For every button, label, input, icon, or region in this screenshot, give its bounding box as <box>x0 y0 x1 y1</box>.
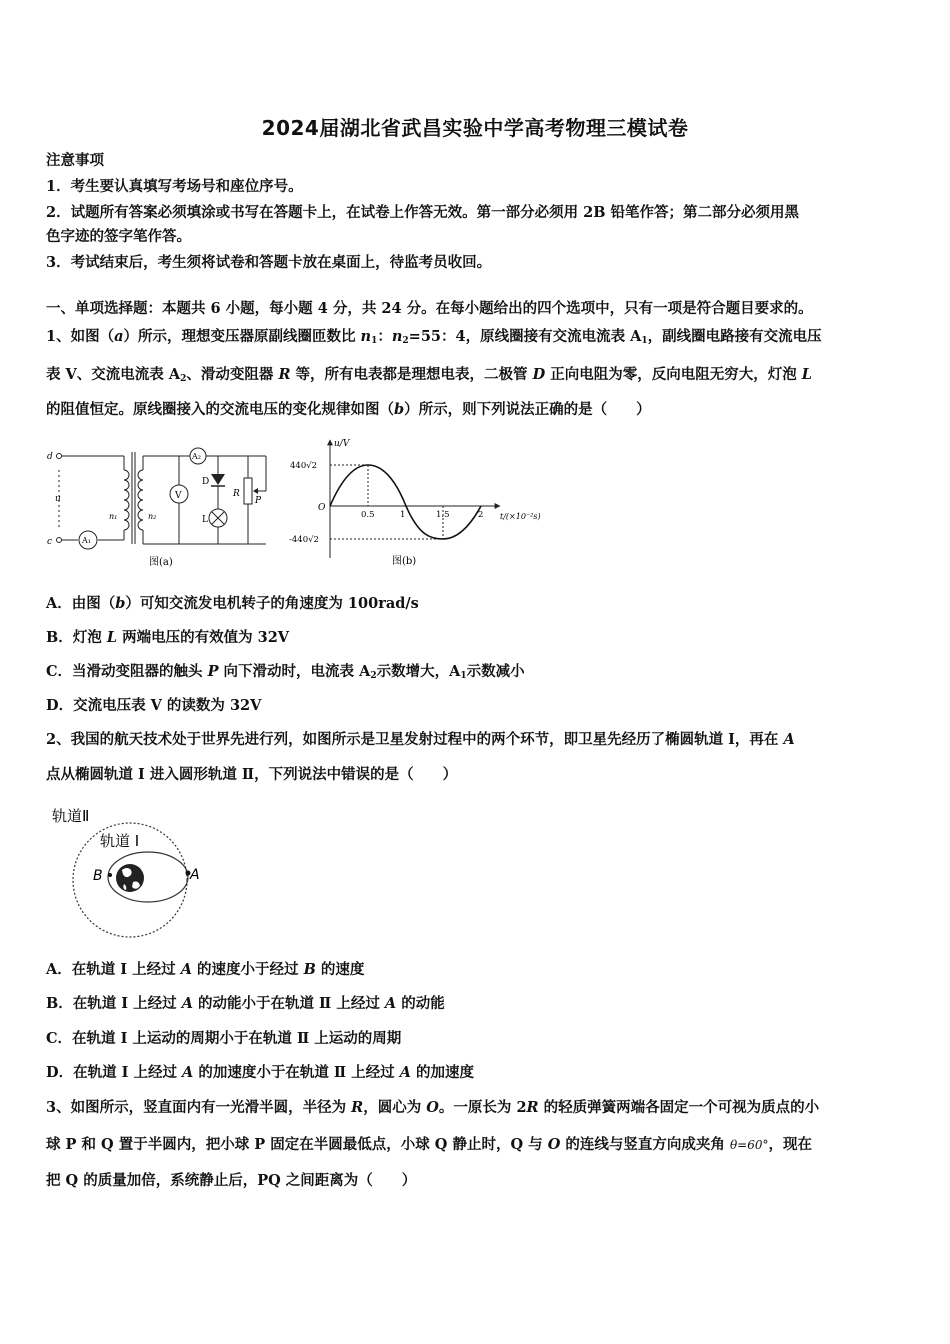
x-tick-1: 1 <box>400 510 406 520</box>
earth-icon <box>116 864 144 892</box>
q2-option-d[interactable]: D．在轨道 I 上经过 A 的加速度小于在轨道 Ⅱ 上经过 A 的加速度 <box>46 1064 475 1081</box>
q1-stem-line-2: 表 V、交流电流表 $A_2$、滑动变阻器 R 等，所有电表都是理想电表，二极管 D 正向电阻为零，反向电阻无穷大，灯泡 L <box>46 366 812 384</box>
q3-stem-line-1: 3、如图所示，竖直面内有一光滑半圆，半径为 R，圆心为 O。一原长为 2R 的轻质弹簧两端各固定一个可视为质点的小 <box>46 1099 820 1116</box>
sine-curve <box>330 465 484 539</box>
notice-heading: 注意事项 <box>46 152 104 169</box>
q2-stem-line-1: 2、我国的航天技术处于世界先进行列，如图所示是卫星发射过程中的两个环节，即卫星先经历了椭圆轨道 I，再在 A <box>46 731 795 748</box>
label-P: P <box>255 496 262 506</box>
figure-b-graph <box>288 434 568 570</box>
figure-orbits <box>46 800 216 942</box>
q3-stem-line-2: 球 P 和 Q 置于半圆内，把小球 P 固定在半圆最低点，小球 Q 静止时，Q 与 O 的连线与竖直方向成夹角 θ=60°，现在 <box>46 1136 812 1153</box>
label-n2: n₂ <box>148 512 157 521</box>
notice-item-2-cont: 色字迹的签字笔作答。 <box>46 228 191 245</box>
label-c: c <box>47 537 53 547</box>
q1-option-a[interactable]: A．由图（b）可知交流发电机转子的角速度为 100rad/s <box>46 595 419 612</box>
label-u: u <box>55 494 61 504</box>
q2-stem-line-2: 点从椭圆轨道 I 进入圆形轨道 Ⅱ，下列说法中错误的是（ ） <box>46 766 458 783</box>
x-tick-2: 2 <box>478 510 484 520</box>
y-tick-negative: -440√2 <box>289 535 319 545</box>
q1-stem-line-3: 的阻值恒定。原线圈接入的交流电压的变化规律如图（b）所示，则下列说法正确的是（ ） <box>46 401 651 418</box>
label-L: L <box>202 515 208 525</box>
orbit-2-label: 轨道Ⅱ <box>52 807 90 825</box>
q2-option-c[interactable]: C．在轨道 I 上运动的周期小于在轨道 Ⅱ 上运动的周期 <box>46 1030 402 1047</box>
q1-option-d[interactable]: D．交流电压表 V 的读数为 32V <box>46 697 262 714</box>
point-b-label: B <box>93 868 103 884</box>
caption-b: 图(b) <box>392 556 417 567</box>
y-axis-label: u/V <box>334 439 350 449</box>
label-n1: n₁ <box>109 512 118 521</box>
q3-stem-line-3: 把 Q 的质量加倍，系统静止后，PQ 之间距离为（ ） <box>46 1172 417 1189</box>
point-a-label: A <box>190 867 200 883</box>
page-title: 2024届湖北省武昌实验中学高考物理三模试卷 <box>261 116 689 140</box>
origin-label: O <box>318 503 326 513</box>
y-tick-positive: 440√2 <box>290 461 318 471</box>
x-tick-1.5: 1.5 <box>436 510 450 520</box>
figure-a-circuit <box>44 440 279 570</box>
label-A2: A₂ <box>192 452 201 461</box>
orbit-1-label: 轨道 I <box>100 832 140 850</box>
notice-item-2: 2．试题所有答案必须填涂或书写在答题卡上，在试卷上作答无效。第一部分必须用 2B 铅笔作答；第二部分必须用黑 <box>46 204 800 221</box>
q2-option-b[interactable]: B．在轨道 I 上经过 A 的动能小于在轨道 Ⅱ 上经过 A 的动能 <box>46 995 445 1012</box>
label-A1: A₁ <box>82 536 91 545</box>
label-R: R <box>233 489 240 499</box>
q1-stem-line-1: 1、如图（a）所示，理想变压器原副线圈匝数比 $n_1$：$n_2=55$：4，原线圈接有交流电流表 $A_1$，副线圈电路接有交流电压 <box>46 328 822 346</box>
x-tick-0.5: 0.5 <box>361 510 375 520</box>
label-d: d <box>47 452 53 462</box>
q1-option-b[interactable]: B．灯泡 L 两端电压的有效值为 32V <box>46 629 290 646</box>
label-V: V <box>175 491 182 501</box>
label-D: D <box>202 477 210 487</box>
q1-option-c[interactable]: C．当滑动变阻器的触头 P 向下滑动时，电流表 $A_2$示数增大，$A_1$示数减小 <box>46 663 525 681</box>
x-axis-label: t/(×10⁻²s) <box>500 512 541 521</box>
q2-option-a[interactable]: A．在轨道 I 上经过 A 的速度小于经过 B 的速度 <box>46 961 365 978</box>
section-heading: 一、单项选择题：本题共 6 小题，每小题 4 分，共 24 分。在每小题给出的四个选项中，只有一项是符合题目要求的。 <box>46 300 813 317</box>
notice-item-1: 1．考生要认真填写考场号和座位序号。 <box>46 178 303 195</box>
notice-item-3: 3．考试结束后，考生须将试卷和答题卡放在桌面上，待监考员收回。 <box>46 254 492 271</box>
caption-a: 图(a) <box>149 557 173 568</box>
